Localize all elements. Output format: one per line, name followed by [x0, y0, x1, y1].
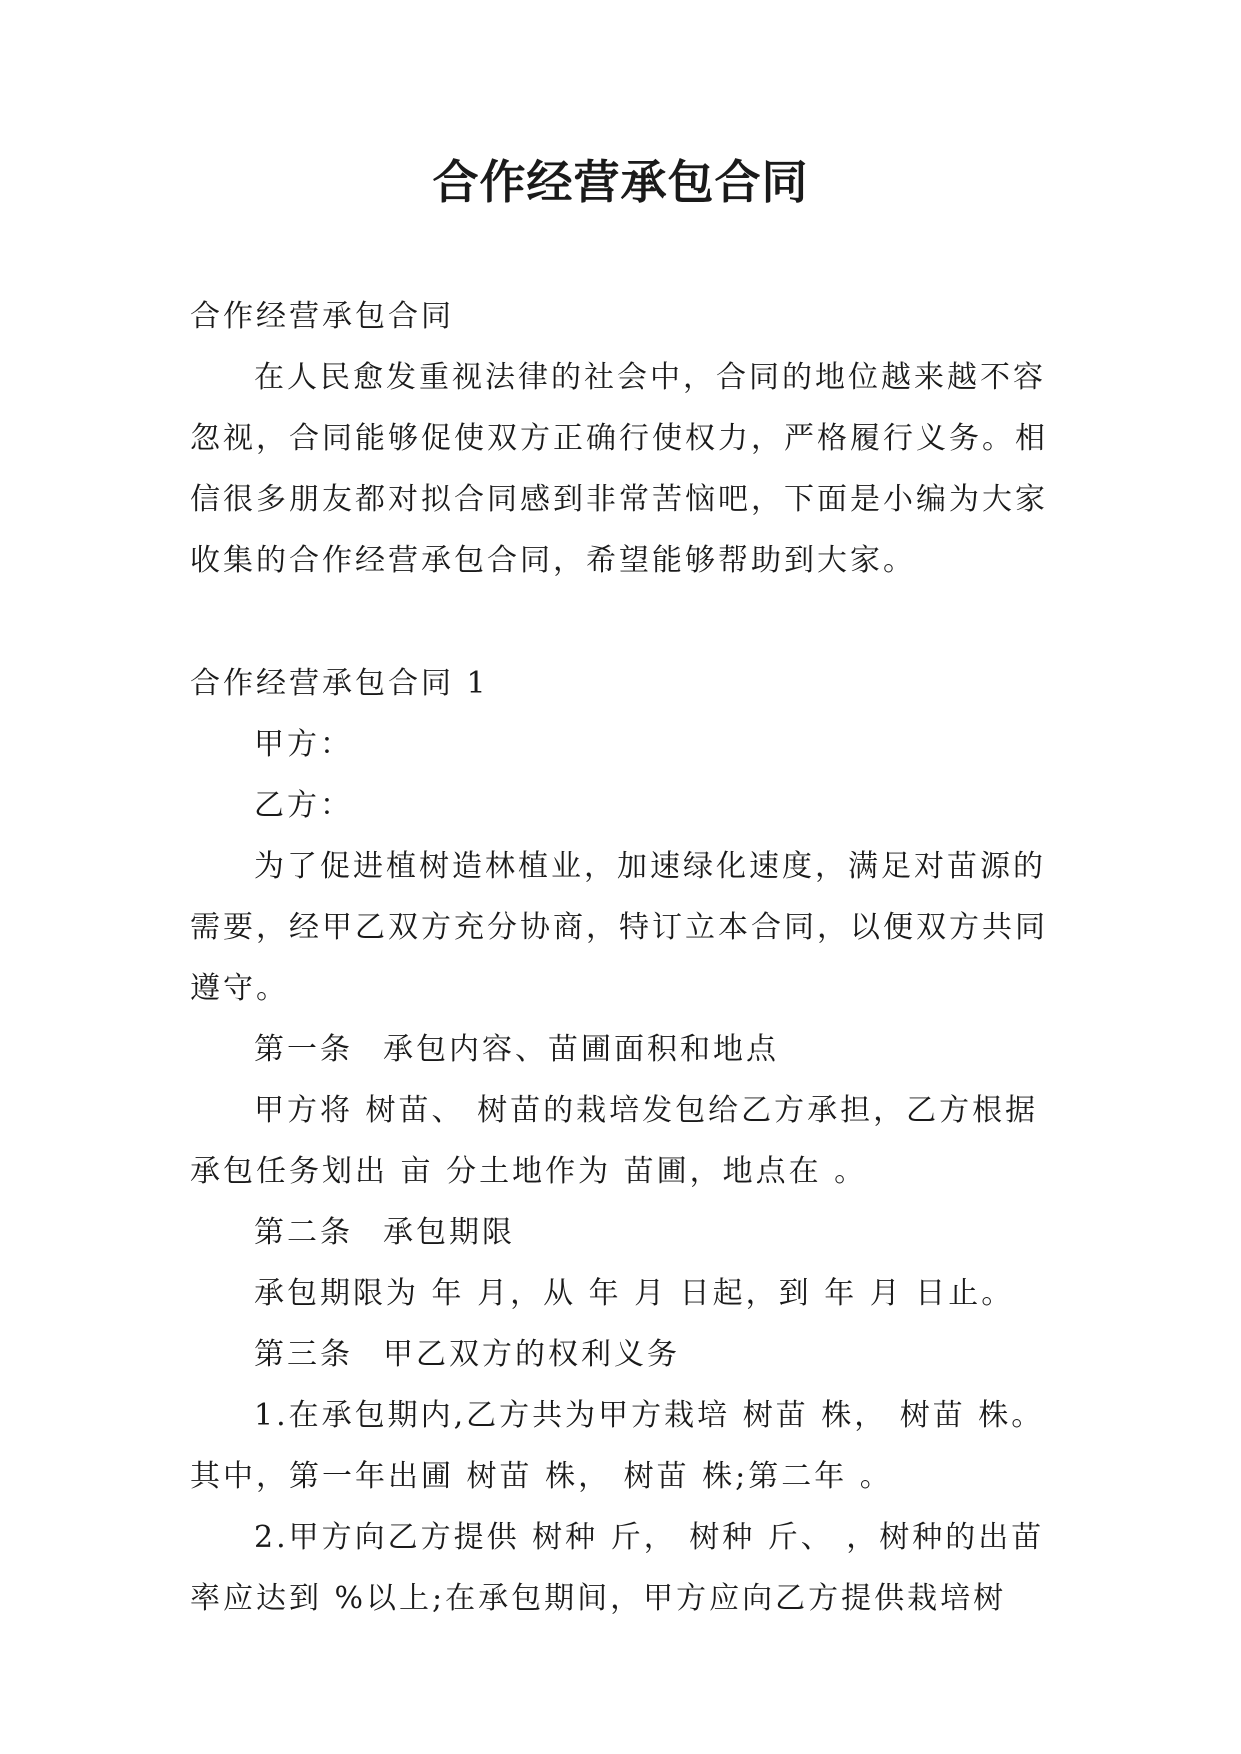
article3-heading — [190, 1324, 1050, 1385]
section-heading: 合作经营承包合同 1 — [190, 666, 489, 701]
article2-text: 承包期限为 年 月，从 年 月 日起，到 年 月 日止。 — [254, 1276, 1015, 1311]
article3-title: 甲乙双方的权利义务 — [383, 1337, 680, 1372]
article1-heading — [190, 1019, 1050, 1080]
article2-title: 承包期限 — [383, 1215, 515, 1250]
article1-text: 甲方将 树苗、 树苗的栽培发包给乙方承担，乙方根据承包任务划出 亩 分土地作为 苗圃，地点在 。 — [190, 1093, 1039, 1189]
article2-number: 第二条 — [254, 1215, 353, 1250]
article3-item1: 1.在承包期内,乙方共为甲方栽培 树苗 株， 树苗 株。其中，第一年出圃 树苗 株， 树苗 株;第二年 。 — [190, 1398, 1045, 1494]
article1-number: 第一条 — [254, 1032, 353, 1067]
article2-heading — [190, 1202, 1050, 1263]
subtitle: 合作经营承包合同 — [190, 299, 454, 334]
party-a-line: 甲方： — [254, 727, 353, 762]
party-b-line: 乙方： — [254, 788, 353, 823]
article3-number: 第三条 — [254, 1337, 353, 1372]
preamble-paragraph: 为了促进植树造林植业，加速绿化速度，满足对苗源的需要，经甲乙双方充分协商，特订立本合同，以便双方共同遵守。 — [190, 849, 1048, 1006]
document-body — [190, 286, 1050, 1629]
intro-paragraph: 在人民愈发重视法律的社会中，合同的地位越来越不容忽视，合同能够促使双方正确行使权力，严格履行义务。相信很多朋友都对拟合同感到非常苦恼吧，下面是小编为大家收集的合作经营承包合同，希望能够帮助到大家。 — [190, 360, 1048, 578]
article3-item2: 2.甲方向乙方提供 树种 斤， 树种 斤、 ，树种的出苗率应达到 %以上;在承包期间，甲方应向乙方提供栽培树 — [190, 1520, 1045, 1616]
document-title: 合作经营承包合同 — [432, 155, 809, 209]
article1-title: 承包内容、苗圃面积和地点 — [383, 1032, 779, 1067]
